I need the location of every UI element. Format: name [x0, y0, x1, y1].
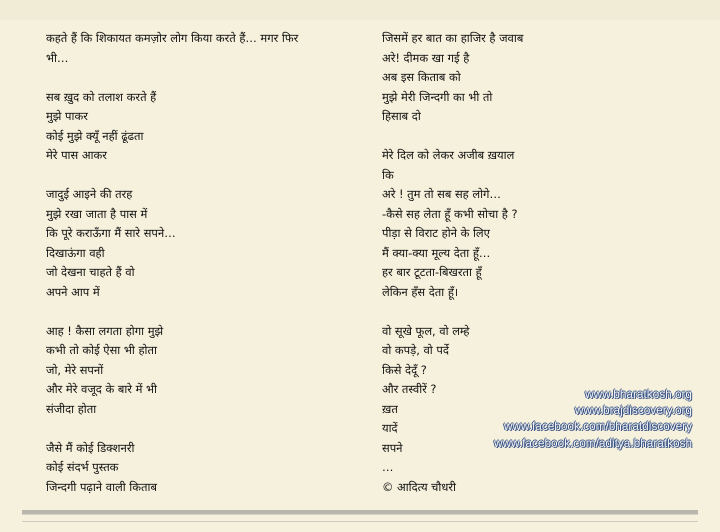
poem-line: किसे देदूँ ?	[382, 362, 427, 377]
bottom-rule-thin	[22, 521, 698, 522]
poem-line: जिसमें हर बात का हाजिर है जवाब	[382, 31, 524, 45]
stanza	[46, 322, 366, 420]
poem-line: यादें	[382, 421, 398, 435]
poem-line: जो, मेरे सपनों	[46, 362, 104, 377]
poem-line: दिखाऊंगा वही	[46, 245, 105, 260]
stanza	[382, 29, 702, 127]
poem-line: मेरे दिल को लेकर अजीब ख़याल	[382, 148, 515, 162]
poem-line: अब इस किताब को	[382, 70, 461, 84]
website-links	[494, 386, 692, 451]
poem-line: मेरे पास आकर	[46, 148, 107, 162]
poem-line: भी…	[46, 50, 69, 65]
poem-line: और तस्वीरें ?	[382, 382, 437, 396]
bottom-rule	[22, 510, 698, 515]
poem-line: कोई मुझे क्यूँ नहीं ढूंढता	[46, 128, 144, 143]
stanza	[46, 185, 366, 302]
poem-line: अरे! दीमक खा गई है	[382, 50, 470, 65]
top-band	[0, 0, 720, 20]
poem-line: हिसाब दो	[382, 109, 421, 123]
poem-line: मुझे पाकर	[46, 109, 88, 123]
poem-line: जैसे मैं कोई डिक्शनरी	[46, 440, 135, 455]
stanza	[46, 29, 366, 68]
poem-line: सपने	[382, 440, 403, 455]
poem-line: सब ख़ुद को तलाश करते हैं	[46, 89, 157, 104]
poem-left-column	[46, 29, 366, 517]
poem-line: जो देखना चाहते हैं वो	[46, 265, 135, 279]
poem-line: कि पूरे कराऊँगा मैं सारे सपने…	[46, 226, 176, 240]
poem-line: © आदित्य चौधरी	[382, 479, 456, 494]
poem-line: वो सूखे फूल, वो लम्हे	[382, 323, 470, 338]
link-facebook-bharatdiscovery[interactable]: www.facebook.com/bharatdiscovery	[503, 419, 692, 434]
stanza	[46, 88, 366, 166]
poem-line: हर बार टूटता-बिखरता हूँ	[382, 265, 482, 279]
poem-line: मुझे मेरी जिन्दगी का भी तो	[382, 89, 493, 104]
poem-line: आह ! कैसा लगता होगा मुझे	[46, 323, 164, 338]
stanza	[382, 146, 702, 302]
poem-line: मुझे रखा जाता है पास में	[46, 206, 148, 221]
link-brajdiscovery[interactable]: www.brajdiscovery.org	[574, 403, 692, 418]
poem-line: संजीदा होता	[46, 401, 97, 416]
poem-line: कि	[382, 167, 394, 182]
poem-line: और मेरे वजूद के बारे में भी	[46, 382, 157, 396]
link-bharatkosh[interactable]: www.bharatkosh.org	[585, 387, 692, 401]
poem-line: जादुई आइने की तरह	[46, 187, 133, 201]
stanza	[46, 439, 366, 498]
poem-line: वो कपड़े, वो पर्दे	[382, 343, 449, 357]
poem-line: लेकिन हँस देता हूँ।	[382, 284, 459, 299]
poem-line: पीड़ा से विराट होने के लिए	[382, 226, 490, 240]
poem-line: …	[382, 460, 394, 474]
poem-line: ख़त	[382, 401, 398, 416]
link-facebook-aditya[interactable]: www.facebook.com/aditya.bharatkosh	[493, 435, 692, 450]
poem-line: कहते हैं कि शिकायत कमज़ोर लोग किया करते हैं… मगर फिर	[46, 31, 299, 45]
poem-line: मैं क्या-क्या मूल्य देता हूँ…	[382, 245, 491, 260]
poem-line: अपने आप में	[46, 284, 100, 299]
poem-line: कोई संदर्भ पुस्तक	[46, 460, 119, 474]
poem-line: जिन्दगी पढ़ाने वाली किताब	[46, 479, 157, 494]
poem-line: कभी तो कोई ऐसा भी होता	[46, 343, 157, 357]
poem-line: -कैसे सह लेता हूँ कभी सोचा है ?	[382, 206, 518, 221]
poem-line: अरे ! तुम तो सब सह लोगे…	[382, 187, 501, 201]
